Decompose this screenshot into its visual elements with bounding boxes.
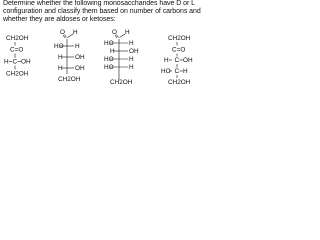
s4-c4-right: H [183, 68, 188, 75]
question-line-3: whether they are aldoses or ketoses: [3, 16, 116, 24]
s4-c3-center: C [174, 57, 180, 64]
s3-double-bond-b [117, 35, 119, 38]
s4-bottom-group: CH2OH [168, 79, 191, 86]
s4-top-group: CH2OH [168, 35, 191, 42]
question-line-1: Determine whether the following monosaccharides have D or L [3, 0, 195, 7]
s2-r1-left: HO [54, 43, 64, 50]
s4-c3-left: H [164, 57, 169, 64]
s4-c4-left: HO [161, 68, 171, 75]
s2-r1-right: H [75, 43, 80, 50]
s3-r2-right: OH [129, 48, 139, 55]
structure-3 [104, 29, 139, 86]
s2-r3-right: OH [75, 65, 85, 72]
s2-top-o: O [60, 29, 65, 36]
s4-carbonyl: C=O [172, 46, 186, 54]
s2-top-h: H [73, 29, 78, 36]
s3-r3-left: HO [104, 56, 114, 63]
s3-r4-left: HO [104, 64, 114, 71]
s1-c3-center: C [12, 58, 18, 66]
s1-c3-right: OH [21, 58, 31, 66]
s1-top-group: CH2OH [6, 35, 29, 42]
s3-r4-right: H [129, 64, 134, 71]
s3-r3-right: H [129, 56, 134, 63]
structure-1 [4, 35, 31, 78]
s3-r1-left: HO [104, 40, 114, 47]
structure-2 [54, 29, 85, 83]
s4-c3-right: OH [183, 57, 193, 64]
s1-bottom-group: CH2OH [6, 70, 29, 78]
s1-carbonyl: C=O [10, 46, 24, 54]
s2-r3-left: H [58, 65, 63, 72]
fischer-projections [0, 0, 200, 86]
s2-r2-right: OH [75, 54, 85, 61]
question-line-2: configuration and classify them based on number of carbons and [3, 8, 201, 16]
s2-double-bond-b [65, 35, 67, 38]
structure-4 [161, 35, 193, 86]
s3-r2-left: H [110, 48, 115, 55]
s1-c3-left: H [4, 58, 9, 66]
s2-bottom-group: CH2OH [58, 76, 81, 83]
s3-top-h: H [125, 29, 130, 36]
s2-r2-left: H [58, 54, 63, 61]
s3-top-o: O [112, 29, 117, 36]
s4-c4-center: C [174, 68, 180, 75]
s3-bottom-group: CH2OH [110, 79, 133, 86]
s3-r1-right: H [129, 40, 134, 47]
